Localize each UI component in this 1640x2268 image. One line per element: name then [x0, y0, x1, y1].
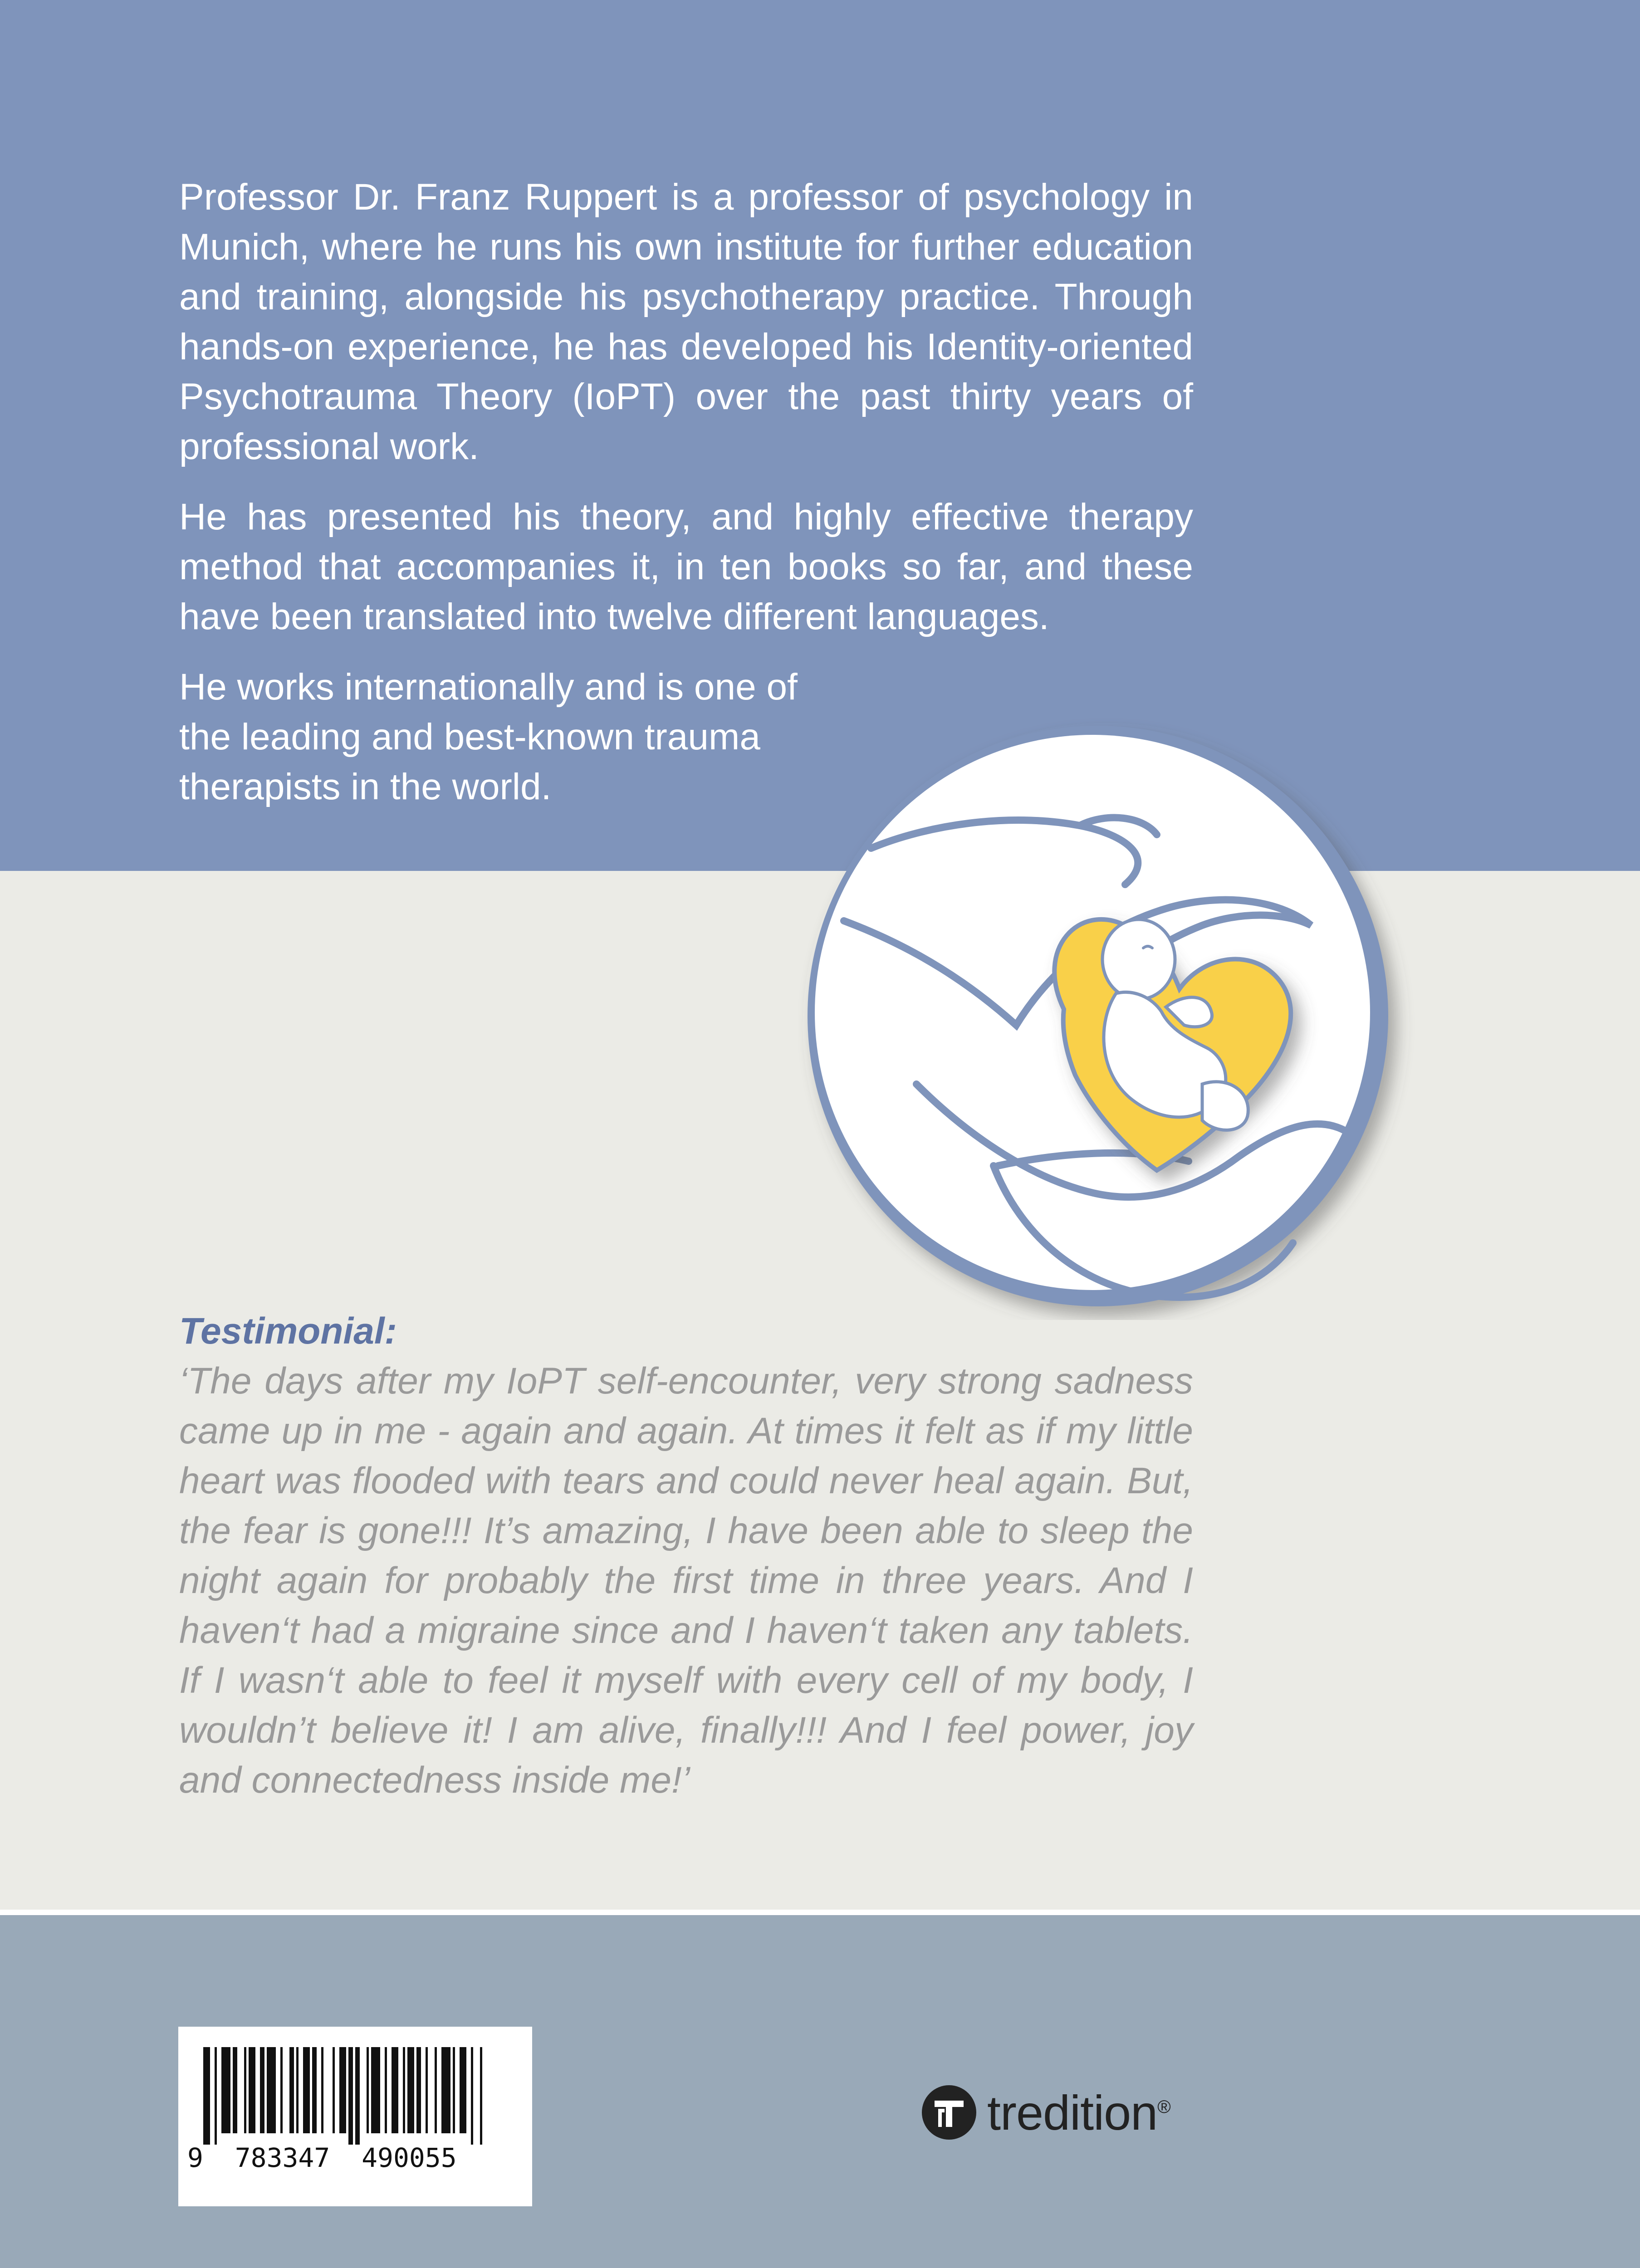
barcode-bar [233, 2047, 237, 2133]
barcode-bar [480, 2047, 482, 2145]
barcode-bar [441, 2047, 450, 2133]
barcode-bar [244, 2047, 246, 2133]
barcode-bar [460, 2047, 466, 2133]
barcode-bar [355, 2047, 360, 2145]
registered-mark: ® [1157, 2097, 1170, 2117]
barcode-bar [203, 2047, 210, 2145]
isbn-barcode [178, 2027, 532, 2206]
barcode-bar [471, 2047, 473, 2145]
testimonial-quote: ‘The days after my IoPT self-encounter, very strong sadness came up in me - again and again. At times it felt as if my little heart was flooded with tears and could never heal again. But, the fear is gone!!! It’s amazing, I have been able to sleep the night again for probably the first time in three years. And I haven‘t had a migraine since and I haven‘t taken any tablets. If I wasn‘t able to feel it myself with every cell of my body, I wouldn’t believe it! I am alive, finally!!! And I feel power, joy and connectedness inside me!’ [179, 1360, 1193, 1801]
barcode-bar [296, 2047, 299, 2133]
barcode-bar [371, 2047, 380, 2133]
barcode-bars [203, 2047, 507, 2145]
bio-paragraph-1: Professor Dr. Franz Ruppert is a professor of psychology in Munich, where he runs his own institute for further education and training, alongside his psychotherapy practice. Through hands-on experience, he has developed his Identity-oriented Psychotrauma Theory (IoPT) over the past thirty years of professional work. [179, 176, 1193, 467]
barcode-bar [321, 2047, 323, 2133]
barcode-bar [348, 2047, 353, 2145]
barcode-bar [416, 2047, 421, 2133]
barcode-bar [221, 2047, 230, 2133]
barcode-bar [426, 2047, 428, 2133]
barcode-digits: 9 783347 490055 [187, 2142, 457, 2173]
barcode-bar [303, 2047, 310, 2133]
barcode-bar [260, 2047, 264, 2133]
barcode-bar [403, 2047, 405, 2133]
barcode-bar [367, 2047, 369, 2133]
tredition-logo-icon [921, 2084, 977, 2141]
separator-line [0, 1910, 1640, 1915]
barcode-bar [289, 2047, 294, 2133]
testimonial [179, 1306, 1193, 1805]
publisher-logo [921, 2083, 1170, 2142]
barcode-bar [385, 2047, 387, 2133]
barcode-bar [249, 2047, 255, 2133]
barcode-bar [312, 2047, 317, 2133]
barcode-bar [215, 2047, 217, 2145]
bio-paragraph-2: He has presented his theory, and highly effective therapy method that accompanies it, in ten books so far, and these have been translated into twelve different languages. [179, 496, 1193, 637]
barcode-bar [280, 2047, 283, 2133]
barcode-bar [333, 2047, 335, 2133]
barcode-bar [407, 2047, 414, 2133]
hands-holding-baby-heart-icon [780, 712, 1415, 1320]
barcode-bar [392, 2047, 398, 2133]
barcode-bar [339, 2047, 346, 2133]
barcode-bar [435, 2047, 437, 2133]
bio-paragraph-3: He works internationally and is one of the leading and best-known trauma therapists in the world. [179, 666, 798, 807]
barcode-bar [267, 2047, 276, 2133]
testimonial-heading: Testimonial: [179, 1310, 397, 1352]
publisher-name: tredition® [987, 2085, 1170, 2140]
barcode-bar [453, 2047, 455, 2133]
